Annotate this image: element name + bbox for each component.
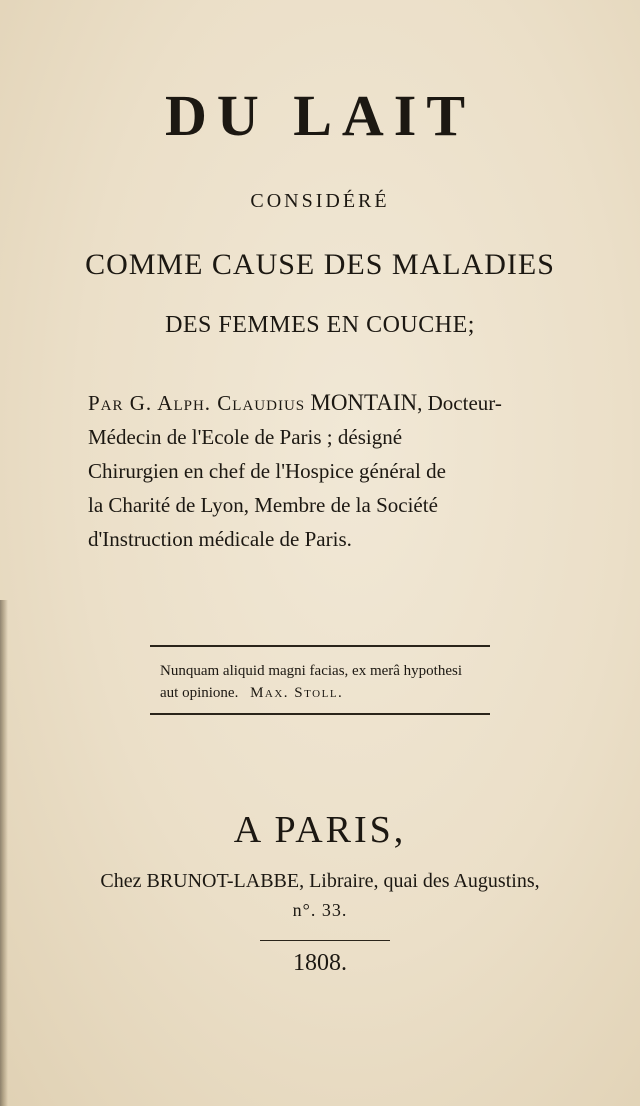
author-line-2: Médecin de l'Ecole de Paris ; désigné (88, 425, 403, 449)
imprint-publisher: Chez BRUNOT-LABBE, Libraire, quai des Augustins, (100, 870, 540, 892)
author-line-1 (88, 386, 558, 420)
imprint-year: 1808. (293, 950, 347, 976)
rule-bottom-epigraph (150, 713, 490, 715)
author-prefix: Par G. Alph. Claudius (88, 391, 306, 415)
binding-edge (0, 600, 8, 1106)
epigraph-line-1: Nunquam aliquid magni facias, ex merâ hypothesi (160, 663, 462, 679)
rule-above-year (260, 940, 390, 941)
author-line-3: Chirurgien en chef de l'Hospice général de (88, 459, 446, 483)
imprint-city: A PARIS, (233, 809, 407, 851)
book-title: DU LAIT (164, 83, 476, 148)
author-line-1-rest: , Docteur- (417, 391, 502, 415)
subtitle-comme-cause: COMME CAUSE DES MALADIES (85, 248, 555, 281)
imprint-number: n°. 33. (292, 900, 348, 920)
epigraph-line-2 (160, 682, 500, 704)
rule-top-epigraph (150, 645, 490, 647)
author-line-4: la Charité de Lyon, Membre de la Société (88, 493, 438, 517)
author-line-5: d'Instruction médicale de Paris. (88, 527, 352, 551)
epigraph-attribution: Max. Stoll. (250, 685, 344, 701)
epigraph-line-2-text: aut opinione. (160, 685, 239, 701)
subtitle-femmes: DES FEMMES EN COUCHE; (165, 312, 475, 338)
epigraph (160, 660, 500, 704)
author-surname: MONTAIN (310, 390, 418, 415)
author-block (88, 386, 558, 556)
subtitle-considere: CONSIDÉRÉ (250, 190, 390, 212)
